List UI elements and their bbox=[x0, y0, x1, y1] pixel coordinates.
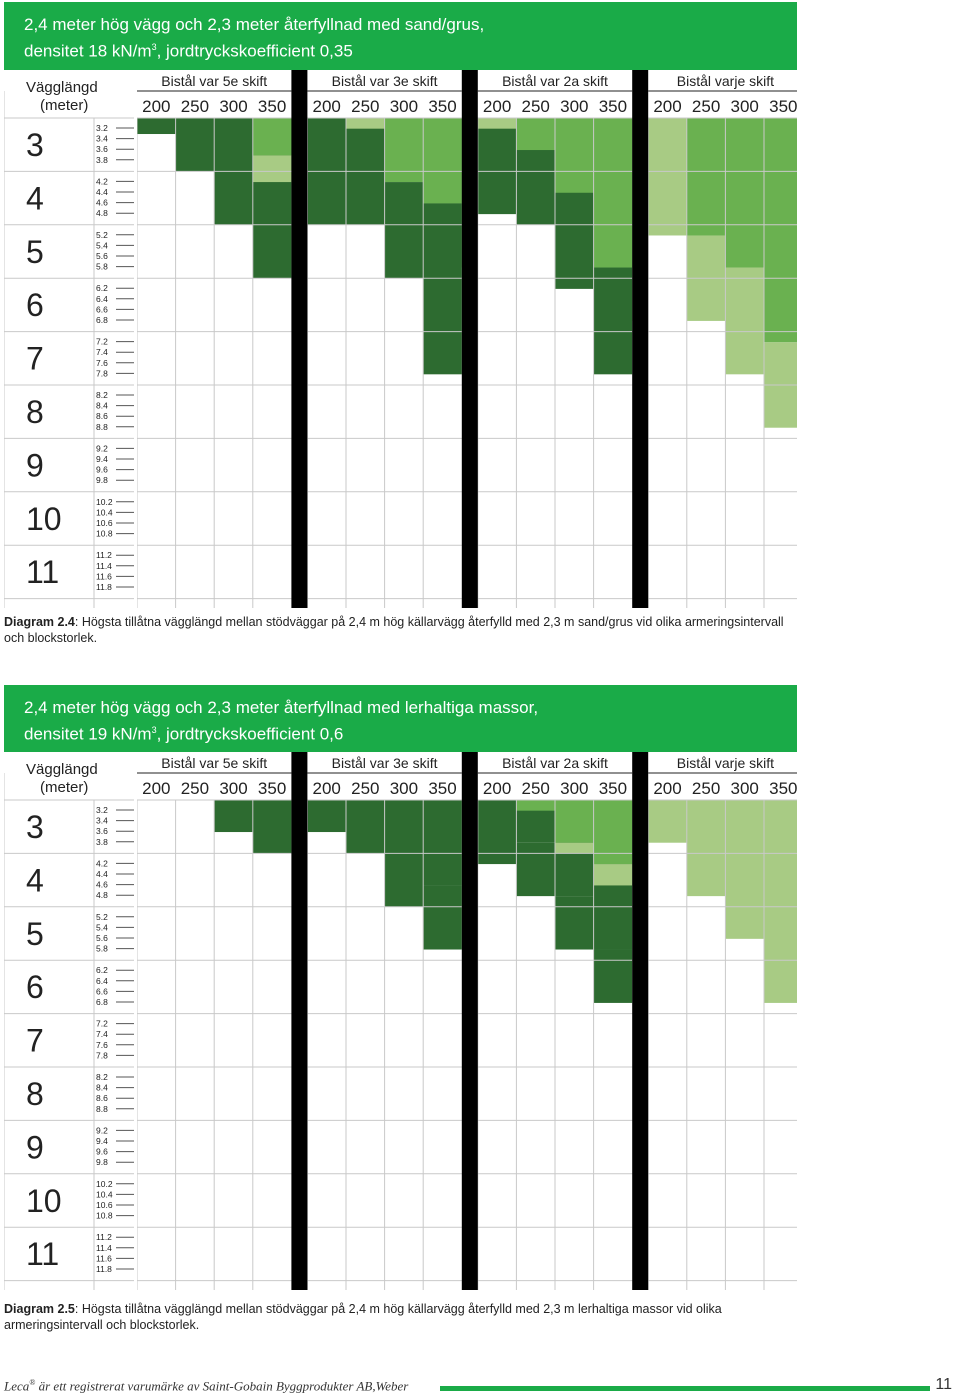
chart-diagram-2-5 bbox=[4, 752, 797, 1290]
group-header: Bistål var 3e skift bbox=[331, 73, 438, 89]
row-label-main: 11 bbox=[26, 1236, 60, 1273]
block-size-label: 300 bbox=[730, 779, 759, 798]
block-size-label: 350 bbox=[257, 779, 287, 798]
block-size-label: 350 bbox=[598, 97, 628, 116]
wall-length-chart bbox=[4, 752, 797, 1290]
block-size-label: 300 bbox=[389, 97, 419, 116]
block-size-label: 250 bbox=[180, 97, 210, 116]
row-label-sub: 3.4 bbox=[96, 815, 108, 826]
row-label-sub: 10.4 bbox=[96, 1189, 113, 1200]
block-size-label: 200 bbox=[142, 779, 171, 798]
group-separator bbox=[291, 70, 307, 608]
chart-bar-segment bbox=[423, 885, 462, 949]
row-label-main: 10 bbox=[26, 1182, 62, 1219]
block-size-label: 200 bbox=[312, 779, 341, 798]
chart-bar-segment bbox=[555, 896, 594, 949]
group-header: Bistål var 5e skift bbox=[161, 73, 268, 89]
block-size-label: 200 bbox=[482, 97, 512, 116]
block-size-label: 300 bbox=[219, 779, 248, 798]
axis-gap bbox=[134, 70, 137, 608]
axis-label-meter: (meter) bbox=[40, 97, 89, 114]
chart-bar-segment bbox=[346, 129, 385, 225]
chart-diagram-2-4 bbox=[4, 70, 797, 608]
group-header: Bistål var 2a skift bbox=[502, 73, 608, 89]
title-line-2: densitet 19 $kN/m^3$, jordtryckskoefficient 0,6 bbox=[24, 724, 344, 744]
title-line-1: 2,4 meter hög vägg och 2,3 meter återfyllnad med sand/grus, bbox=[24, 15, 485, 34]
row-label-main: 7 bbox=[26, 1022, 44, 1059]
diagram-title bbox=[4, 2, 797, 70]
row-label-sub: 8.8 bbox=[96, 421, 108, 432]
row-label-sub: 4.4 bbox=[96, 187, 108, 197]
row-label-sub: 5.8 bbox=[96, 261, 108, 272]
block-size-label: 300 bbox=[389, 779, 419, 798]
row-label-sub: 8.2 bbox=[96, 390, 108, 400]
group-header: Bistål varje skift bbox=[676, 73, 775, 89]
row-label-sub: 11.6 bbox=[96, 571, 112, 582]
row-label-sub: 9.4 bbox=[96, 454, 108, 464]
row-label-sub: 11.8 bbox=[96, 1264, 112, 1274]
row-label-sub: 11.4 bbox=[96, 560, 112, 571]
row-label-sub: 3.8 bbox=[96, 154, 108, 165]
row-label-sub: 10.2 bbox=[96, 1178, 113, 1189]
row-label-sub: 8.8 bbox=[96, 1103, 108, 1114]
chart-bar-segment bbox=[516, 843, 555, 896]
row-label-sub: 10.6 bbox=[96, 518, 113, 528]
row-label-main: 11 bbox=[26, 554, 60, 591]
block-size-label: 350 bbox=[769, 779, 797, 798]
chart-bar-segment bbox=[687, 800, 726, 896]
row-label-main: 4 bbox=[26, 862, 44, 899]
row-label-sub: 11.4 bbox=[96, 1242, 112, 1253]
row-label-sub: 4.2 bbox=[96, 858, 108, 869]
row-label-sub: 9.2 bbox=[96, 1125, 108, 1136]
chart-bar-segment bbox=[648, 800, 687, 843]
row-label-main: 7 bbox=[26, 340, 44, 377]
block-size-label: 250 bbox=[351, 779, 380, 798]
row-label-sub: 10.2 bbox=[96, 496, 113, 507]
row-label-sub: 7.6 bbox=[96, 1039, 108, 1050]
row-label-sub: 3.8 bbox=[96, 836, 108, 847]
block-size-label: 300 bbox=[560, 779, 589, 798]
row-label-sub: 3.4 bbox=[96, 133, 108, 144]
block-size-label: 250 bbox=[691, 779, 721, 798]
axis-gap bbox=[134, 752, 137, 1290]
row-label-sub: 7.2 bbox=[96, 1018, 108, 1029]
chart-bar-segment bbox=[516, 150, 555, 225]
row-label-main: 6 bbox=[26, 287, 44, 324]
axis-label-vagglangd: Vägglängd bbox=[26, 79, 98, 96]
chart-bar-segment bbox=[725, 118, 764, 268]
chart-bar-segment bbox=[478, 800, 517, 864]
row-label-main: 10 bbox=[26, 500, 62, 537]
chart-bar-segment bbox=[423, 118, 462, 203]
row-label-sub: 3.6 bbox=[96, 144, 108, 155]
chart-bar-segment bbox=[307, 800, 346, 832]
group-separator bbox=[291, 752, 307, 1290]
row-label-sub: 3.2 bbox=[96, 123, 108, 133]
block-size-label: 200 bbox=[312, 97, 341, 116]
block-size-label: 200 bbox=[482, 779, 512, 798]
group-separator bbox=[632, 70, 648, 608]
row-label-sub: 5.4 bbox=[96, 240, 108, 251]
chart-bar-segment bbox=[385, 182, 424, 278]
row-label-main: 4 bbox=[26, 180, 44, 217]
block-size-label: 300 bbox=[219, 97, 248, 116]
row-label-sub: 7.6 bbox=[96, 357, 108, 368]
row-label-main: 8 bbox=[26, 394, 44, 430]
row-label-sub: 8.6 bbox=[96, 411, 108, 422]
row-label-sub: 11.8 bbox=[96, 582, 112, 592]
row-label-sub: 6.6 bbox=[96, 986, 108, 997]
chart-bar-segment bbox=[423, 203, 462, 374]
chart-bar-segment bbox=[687, 118, 726, 235]
row-label-main: 5 bbox=[26, 915, 44, 952]
block-size-label: 350 bbox=[428, 97, 457, 116]
row-label-sub: 8.4 bbox=[96, 400, 108, 411]
diagram-title bbox=[4, 685, 797, 752]
row-label-sub: 8.2 bbox=[96, 1072, 108, 1082]
row-label-sub: 4.8 bbox=[96, 208, 108, 219]
block-size-label: 350 bbox=[769, 97, 797, 116]
row-label-sub: 11.2 bbox=[96, 1232, 112, 1243]
caption-diagram-2-5: Diagram 2.5: Högsta tillåtna vägglängd mellan stödväggar på 2,4 m hög källarvägg återfylld med 2,3 m lerhaltiga massor vid olika armeringsintervall och blockstorlek. bbox=[4, 1302, 722, 1332]
group-header: Bistål var 2a skift bbox=[502, 755, 608, 771]
row-label-sub: 9.6 bbox=[96, 1146, 108, 1157]
block-size-label: 300 bbox=[560, 97, 589, 116]
row-label-sub: 6.6 bbox=[96, 304, 108, 315]
row-label-sub: 5.4 bbox=[96, 922, 108, 933]
row-label-sub: 5.8 bbox=[96, 943, 108, 954]
block-size-label: 250 bbox=[521, 97, 550, 116]
chart-bar-segment bbox=[764, 800, 797, 1003]
row-label-main: 5 bbox=[26, 233, 44, 270]
row-label-sub: 5.6 bbox=[96, 251, 108, 261]
block-size-label: 350 bbox=[257, 97, 287, 116]
axis-label-vagglangd: Vägglängd bbox=[26, 761, 98, 778]
chart-bar-segment bbox=[594, 864, 633, 885]
row-label-sub: 10.8 bbox=[96, 528, 113, 539]
row-label-sub: 7.4 bbox=[96, 347, 108, 358]
block-size-label: 250 bbox=[691, 97, 721, 116]
row-label-sub: 7.8 bbox=[96, 1050, 108, 1061]
chart-bar-segment bbox=[594, 268, 633, 375]
caption-diagram-2-4: Diagram 2.4: Högsta tillåtna vägglängd mellan stödväggar på 2,4 m hög källarvägg återfylld med 2,3 m sand/grus vid olika armeringsintervall och blockstorlek. bbox=[4, 615, 784, 645]
row-label-sub: 6.8 bbox=[96, 315, 108, 325]
chart-bar-segment bbox=[764, 118, 797, 342]
row-label-sub: 10.4 bbox=[96, 507, 113, 518]
row-label-sub: 9.8 bbox=[96, 1157, 108, 1168]
chart-bar-segment bbox=[648, 118, 687, 235]
chart-bar-segment bbox=[725, 268, 764, 375]
block-size-label: 250 bbox=[180, 779, 210, 798]
block-size-label: 350 bbox=[428, 779, 457, 798]
row-label-sub: 6.4 bbox=[96, 293, 108, 304]
chart-bar-segment bbox=[594, 118, 633, 268]
row-label-sub: 5.6 bbox=[96, 933, 108, 943]
chart-bar-segment bbox=[555, 800, 594, 843]
chart-bar-segment bbox=[385, 118, 424, 182]
chart-bar-segment bbox=[423, 800, 462, 885]
group-separator bbox=[462, 752, 478, 1290]
block-size-label: 200 bbox=[142, 97, 171, 116]
chart-bar-segment bbox=[253, 155, 292, 182]
row-label-sub: 9.8 bbox=[96, 475, 108, 486]
row-label-sub: 5.2 bbox=[96, 911, 108, 922]
row-label-sub: 3.2 bbox=[96, 805, 108, 815]
axis-label-meter: (meter) bbox=[40, 779, 89, 796]
row-label-sub: 6.2 bbox=[96, 965, 108, 976]
group-header: Bistål varje skift bbox=[676, 755, 775, 771]
row-label-main: 3 bbox=[26, 809, 44, 845]
chart-bar-segment bbox=[137, 118, 176, 134]
group-header: Bistål var 3e skift bbox=[331, 755, 438, 771]
chart-bar-segment bbox=[253, 800, 292, 853]
row-label-sub: 6.2 bbox=[96, 283, 108, 294]
row-label-sub: 4.8 bbox=[96, 890, 108, 901]
row-label-sub: 9.4 bbox=[96, 1136, 108, 1146]
block-size-label: 200 bbox=[653, 779, 682, 798]
footer-rule bbox=[440, 1386, 930, 1391]
title-line-2: densitet 18 $kN/m^3$, jordtryckskoefficient 0,35 bbox=[24, 41, 353, 61]
row-label-main: 9 bbox=[26, 447, 44, 484]
row-label-sub: 4.6 bbox=[96, 879, 108, 890]
diagram-2-4 bbox=[4, 2, 797, 70]
row-label-sub: 9.6 bbox=[96, 464, 108, 475]
row-label-sub: 7.2 bbox=[96, 336, 108, 347]
group-separator bbox=[632, 752, 648, 1290]
row-label-sub: 11.6 bbox=[96, 1253, 112, 1264]
row-label-sub: 4.6 bbox=[96, 197, 108, 208]
row-label-main: 3 bbox=[26, 127, 44, 163]
chart-bar-segment bbox=[253, 118, 292, 155]
wall-length-chart bbox=[4, 70, 797, 608]
chart-bar-segment bbox=[346, 800, 385, 853]
row-label-main: 6 bbox=[26, 969, 44, 1006]
row-label-sub: 3.6 bbox=[96, 826, 108, 837]
row-label-sub: 8.6 bbox=[96, 1093, 108, 1104]
chart-bar-segment bbox=[214, 800, 253, 832]
row-label-sub: 6.8 bbox=[96, 997, 108, 1007]
row-label-main: 9 bbox=[26, 1129, 44, 1166]
row-label-sub: 5.2 bbox=[96, 229, 108, 240]
block-size-label: 300 bbox=[730, 97, 759, 116]
row-label-sub: 4.2 bbox=[96, 176, 108, 187]
chart-bar-segment bbox=[555, 843, 594, 854]
row-label-sub: 7.4 bbox=[96, 1029, 108, 1040]
title-line-1: 2,4 meter hög vägg och 2,3 meter återfyllnad med lerhaltiga massor, bbox=[24, 698, 539, 717]
block-size-label: 200 bbox=[653, 97, 682, 116]
row-label-sub: 8.4 bbox=[96, 1082, 108, 1093]
row-label-sub: 10.6 bbox=[96, 1200, 113, 1210]
chart-bar-segment bbox=[594, 800, 633, 864]
chart-bar-segment bbox=[725, 800, 764, 939]
chart-bar-segment bbox=[385, 853, 424, 906]
group-header: Bistål var 5e skift bbox=[161, 755, 268, 771]
block-size-label: 250 bbox=[521, 779, 550, 798]
page-number: 11 bbox=[935, 1376, 952, 1393]
group-separator bbox=[462, 70, 478, 608]
chart-bar-segment bbox=[555, 193, 594, 289]
diagram-2-5 bbox=[4, 685, 797, 752]
row-label-sub: 6.4 bbox=[96, 975, 108, 986]
row-label-sub: 10.8 bbox=[96, 1210, 113, 1221]
row-label-sub: 7.8 bbox=[96, 368, 108, 379]
block-size-label: 250 bbox=[351, 97, 380, 116]
chart-bar-segment bbox=[594, 950, 633, 1003]
row-label-sub: 4.4 bbox=[96, 869, 108, 879]
chart-bar-segment bbox=[176, 118, 215, 171]
chart-bar-segment bbox=[385, 800, 424, 853]
block-size-label: 350 bbox=[598, 779, 628, 798]
row-label-main: 8 bbox=[26, 1076, 44, 1112]
row-label-sub: 9.2 bbox=[96, 443, 108, 454]
row-label-sub: 11.2 bbox=[96, 550, 112, 561]
footer-trademark: Leca® är ett registrerat varumärke av Saint-Gobain Byggprodukter AB,Weber bbox=[4, 1378, 409, 1394]
chart-bar-segment bbox=[516, 800, 555, 811]
